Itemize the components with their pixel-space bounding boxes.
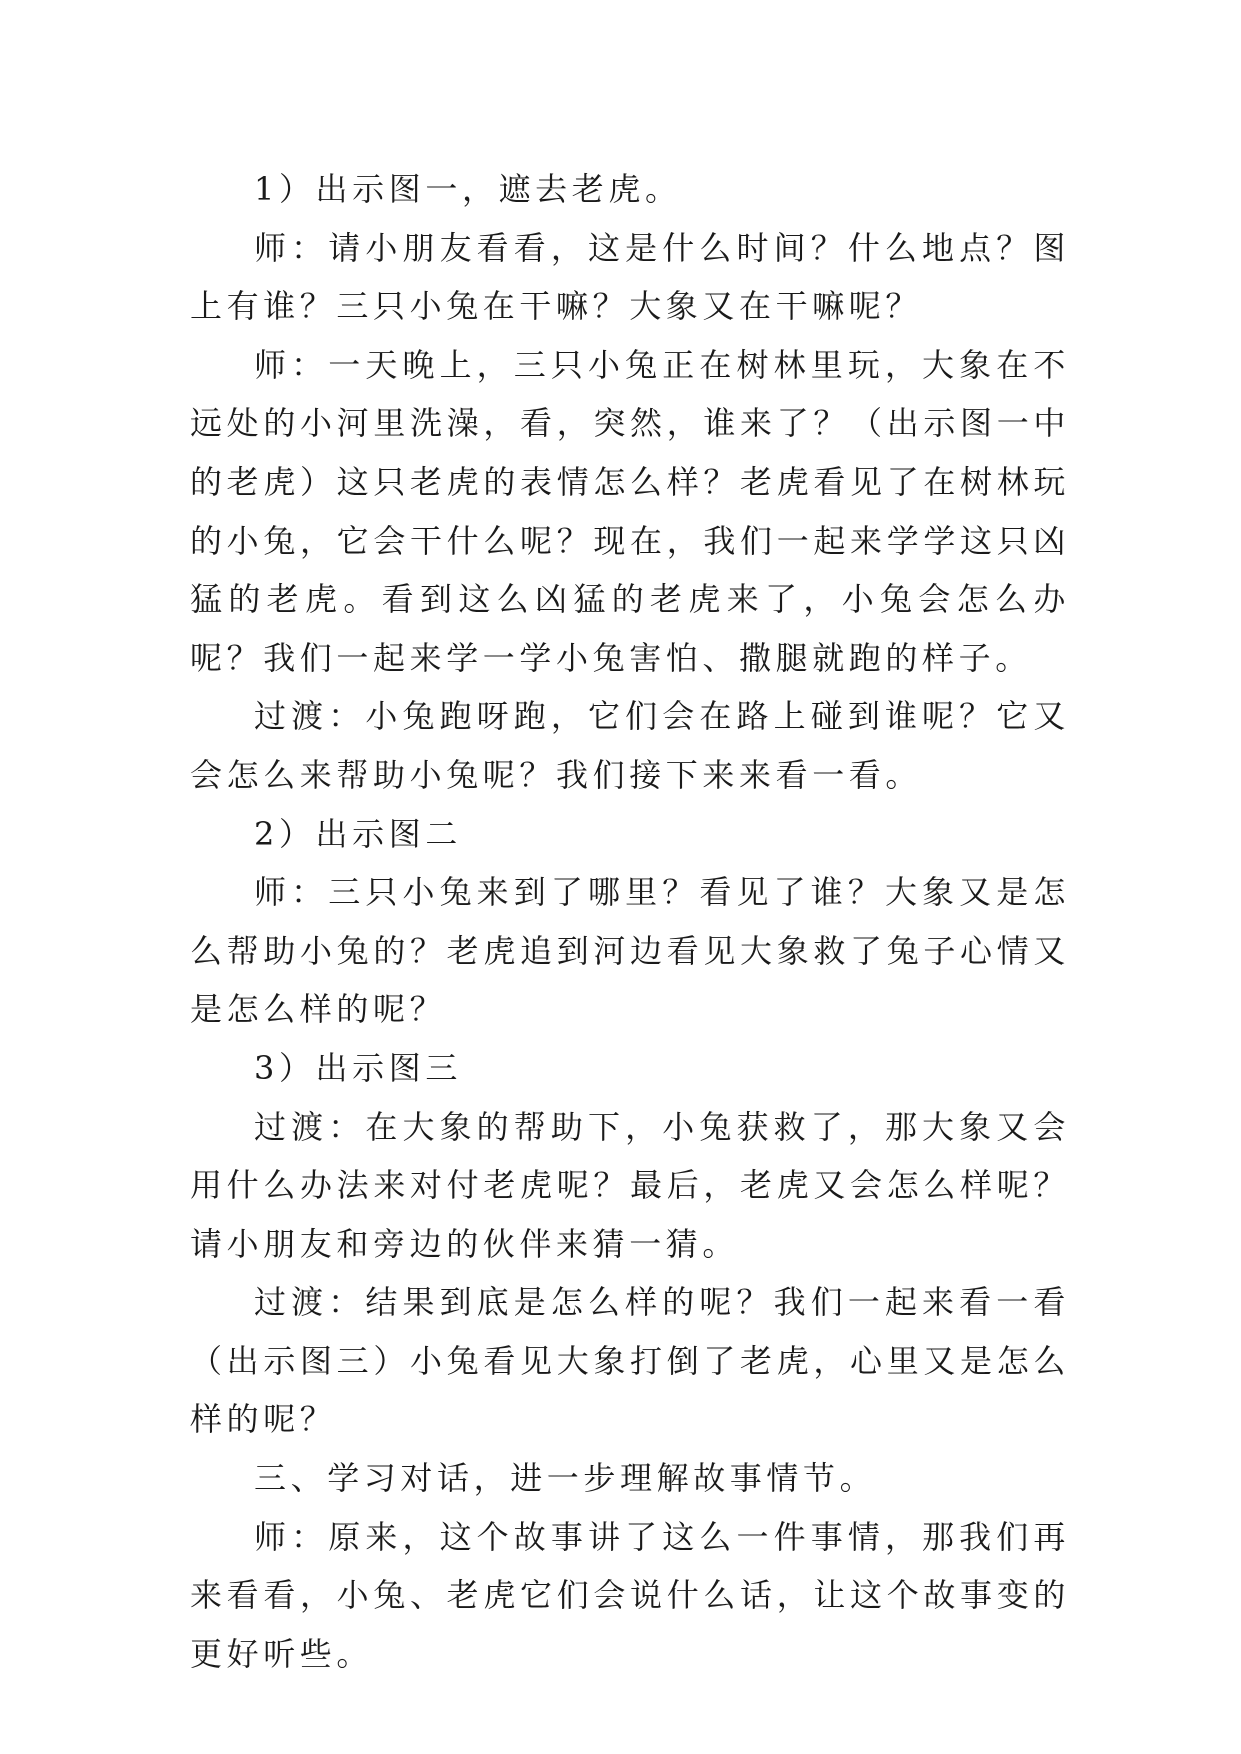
paragraph-teacher-story: 师：一天晚上，三只小兔正在树林里玩，大象在不远处的小河里洗澡，看，突然，谁来了？（出示图一中的老虎）这只老虎的表情怎么样？老虎看见了在树林玩的小兔，它会干什么呢？现在，我们一起来学学这只凶猛的老虎。看到这么凶猛的老虎来了，小兔会怎么办呢？我们一起来学一学小兔害怕、撒腿就跑的样子。	[190, 345, 1070, 677]
paragraph-step-3: 3）出示图三	[254, 1048, 462, 1087]
paragraph-transition-3: 过渡：结果到底是怎么样的呢？我们一起来看一看（出示图三）小兔看见大象打倒了老虎，心里又是怎么样的呢？	[190, 1283, 1070, 1439]
paragraph-transition-1: 过渡：小兔跑呀跑，它们会在路上碰到谁呢？它又会怎么来帮助小兔呢？我们接下来来看一看。	[190, 697, 1070, 794]
paragraph-teacher-question-1: 师：请小朋友看看，这是什么时间？什么地点？图上有谁？三只小兔在干嘛？大象又在干嘛呢？	[190, 228, 1070, 326]
paragraph-teacher-conclusion: 师：原来，这个故事讲了这么一件事情，那我们再来看看，小兔、老虎它们会说什么话，让这个故事变的更好听些。	[190, 1517, 1070, 1673]
document-body	[190, 160, 1070, 1683]
paragraph-step-1: 1）出示图一，遮去老虎。	[254, 170, 682, 208]
section-heading-3: 三、学习对话，进一步理解故事情节。	[254, 1459, 877, 1498]
paragraph-teacher-question-2: 师：三只小兔来到了哪里？看见了谁？大象又是怎么帮助小兔的？老虎追到河边看见大象救了兔子心情又是怎么样的呢？	[190, 873, 1070, 1029]
paragraph-step-2: 2）出示图二	[254, 814, 462, 853]
paragraph-transition-2: 过渡：在大象的帮助下，小兔获救了，那大象又会用什么办法来对付老虎呢？最后，老虎又会怎么样呢？请小朋友和旁边的伙伴来猜一猜。	[190, 1107, 1070, 1263]
